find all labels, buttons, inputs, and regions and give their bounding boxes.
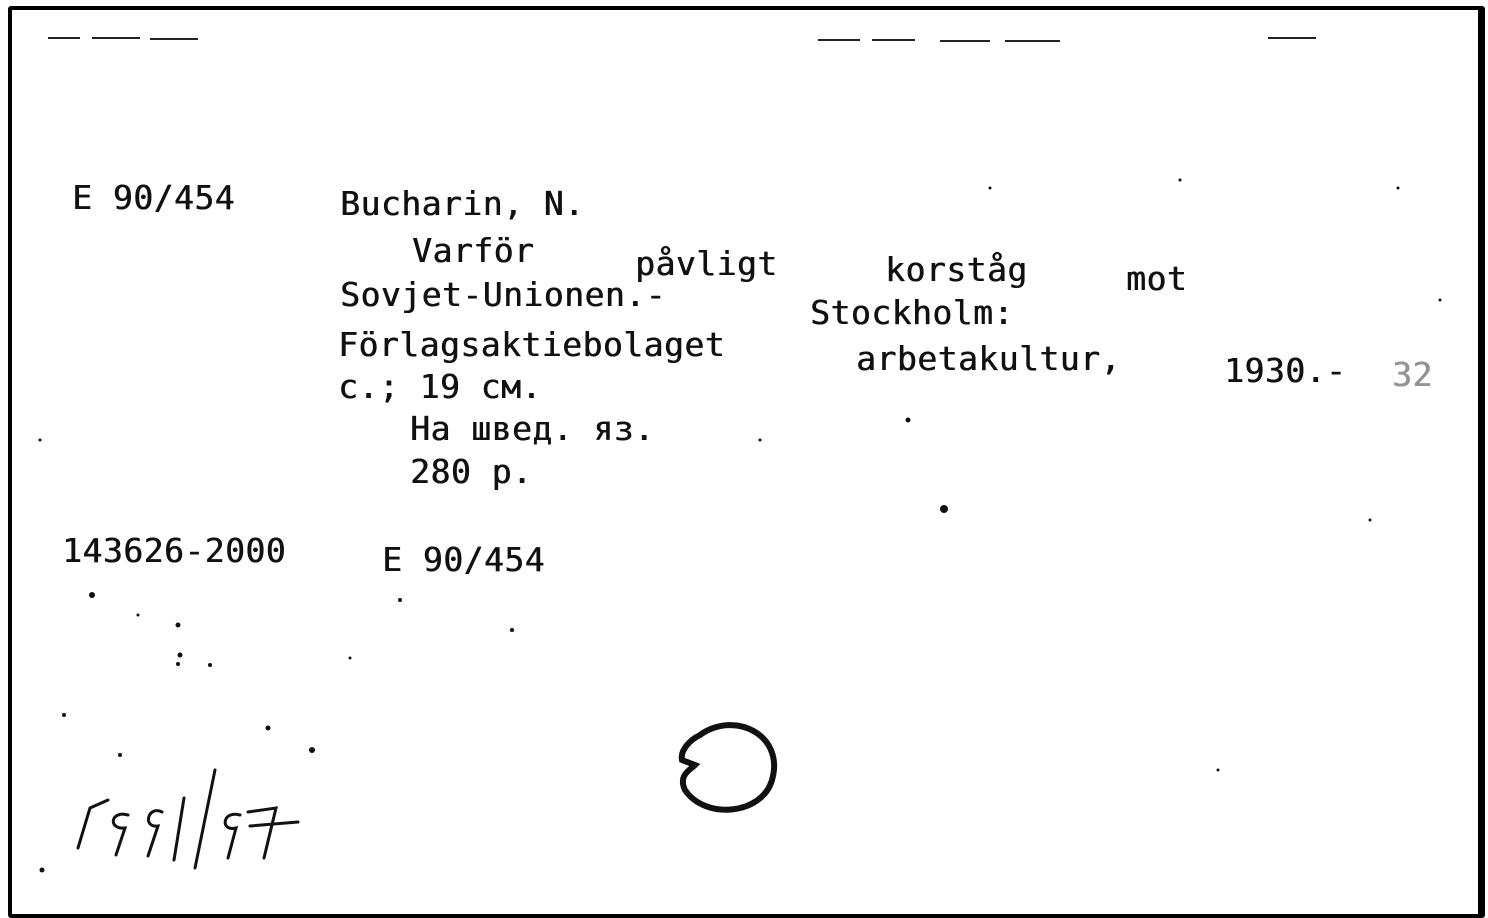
publisher-name: arbetakultur, <box>856 339 1121 378</box>
price: 280 р. <box>410 452 533 491</box>
page-count-fragment: 32 <box>1392 355 1433 394</box>
handwritten-note <box>78 770 298 868</box>
title-word: korståg <box>885 250 1028 289</box>
publication-year: 1930.- <box>1224 351 1347 390</box>
title-word: mot <box>1126 259 1188 298</box>
publisher: Förlagsaktiebolaget <box>338 325 725 364</box>
title-word: påvligt <box>635 244 778 283</box>
ring-stamp-mark <box>682 725 774 810</box>
call-number: E 90/454 <box>72 178 235 217</box>
call-number-repeat: E 90/454 <box>382 540 545 579</box>
author-heading: Bucharin, N. <box>340 184 585 223</box>
accession-number: 143626-2000 <box>62 531 287 570</box>
language-note: На швед. яз. <box>410 409 655 448</box>
title-continuation: Sovjet-Unionen.- <box>340 275 666 314</box>
title-word: Varför <box>412 231 535 270</box>
physical-description: c.; 19 см. <box>338 367 542 406</box>
publication-place: Stockholm: <box>810 293 1014 332</box>
